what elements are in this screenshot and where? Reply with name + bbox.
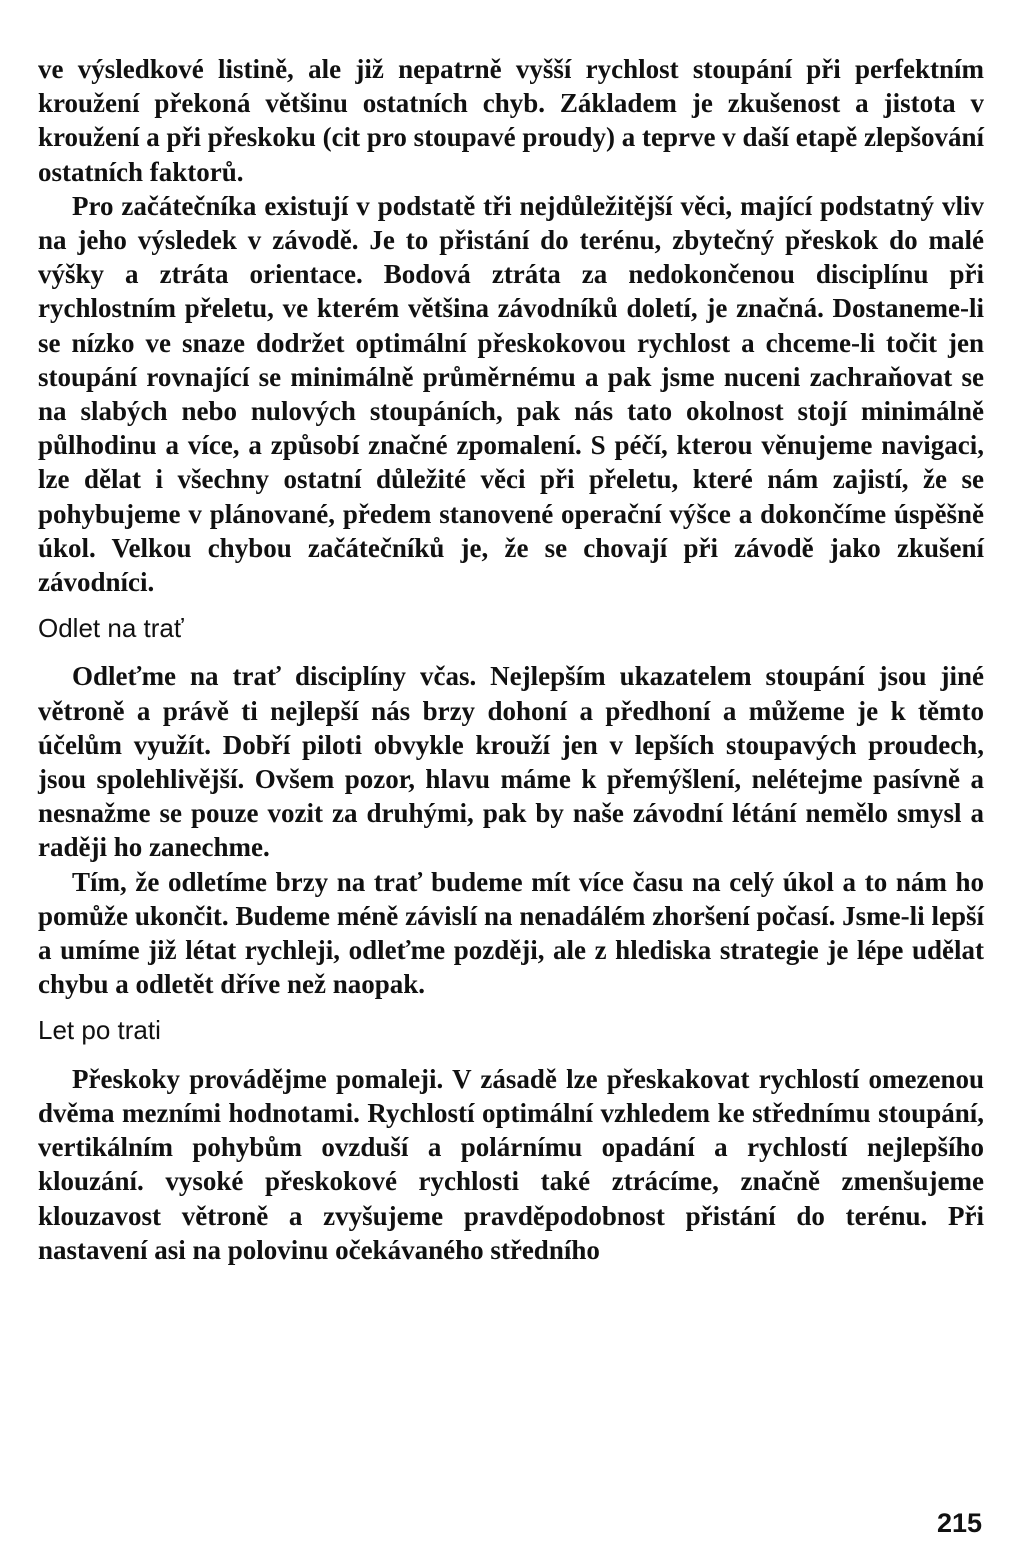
paragraph-2: Pro začátečníka existují v podstatě tři nejdůležitější věci, mající podstatný vliv na jeho výsledek v závodě. Je to přistání do terénu, zbytečný přeskok do malé výšky a ztráta orientace. Bodová ztráta za nedokončenou disciplínu při rychlostním přeletu, ve kterém většina závodníků doletí, je značná. Dostaneme-li se nízko ve snaze dodržet optimální přeskokovou rychlost a chceme-li točit jen stoupání rovnající se minimálně průměrnému a pak jsme nuceni zachraňovat se na slabých nebo nulových stoupáních, pak nás tato okolnost stojí minimálně půlhodinu a více, a způsobí značné zpomalení. S péčí, kterou věnujeme navigaci, lze dělat i všechny ostatní důležité věci při přeletu, které nám zajistí, že se pohybujeme v plánované, předem stanovené operační výšce a dokončíme úspěšně úkol. Velkou chybou začátečníků je, že se chovají při závodě jako zkušení závodníci. xyxy=(38,190,984,598)
section-heading-let: Let po trati xyxy=(38,1015,161,1046)
section1-paragraph-1: Odleťme na trať disciplíny včas. Nejlepším ukazatelem stoupání jsou jiné větroně a právě ti nejlepší nás brzy dohoní a předhoní a můžeme je k těmto účelům využít. Dobří piloti obvykle krouží jen v lepších stoupavých proudech, jsou spolehlivější. Ovšem pozor, hlavu máme k přemýšlení, nelétejme pasívně a nesnažme se pouze vozit za druhými, pak by naše závodní létání nemělo smysl a raději ho zanechme. xyxy=(38,661,984,863)
page-body xyxy=(38,52,984,1267)
paragraph-1: ve výsledkové listině, ale již nepatrně vyšší rychlost stoupání při perfektním kroužení překoná většinu ostatních chyb. Základem je zkušenost a jistota v kroužení a při přeskoku (cit pro stoupavé proudy) a teprve v daší etapě zlepšování ostatních faktorů. xyxy=(38,54,984,187)
section1-paragraph-2: Tím, že odletíme brzy na trať budeme mít více času na celý úkol a to nám ho pomůže ukončit. Budeme méně závislí na nenadálém zhoršení počasí. Jsme-li lepší a umíme již létat rychleji, odleťme později, ale z hlediska strategie je lépe udělat chybu a odletět dříve než naopak. xyxy=(38,866,984,1000)
section2-paragraph-1: Přeskoky provádějme pomaleji. V zásadě lze přeskakovat rychlostí omezenou dvěma mezními hodnotami. Rychlostí optimální vzhledem ke střednímu stoupání, vertikálním pohybům ovzduší a polárnímu opadání a rychlostí nejlepšího klouzání. vysoké přeskokové rychlosti také ztrácíme, značně zmenšujeme klouzavost větroně a zvyšujeme pravděpodobnost přistání do terénu. Při nastavení asi na polovinu očekávaného středního xyxy=(38,1063,984,1265)
page-number: 215 xyxy=(936,1508,982,1538)
section-heading-odlet: Odlet na trať xyxy=(38,613,184,644)
